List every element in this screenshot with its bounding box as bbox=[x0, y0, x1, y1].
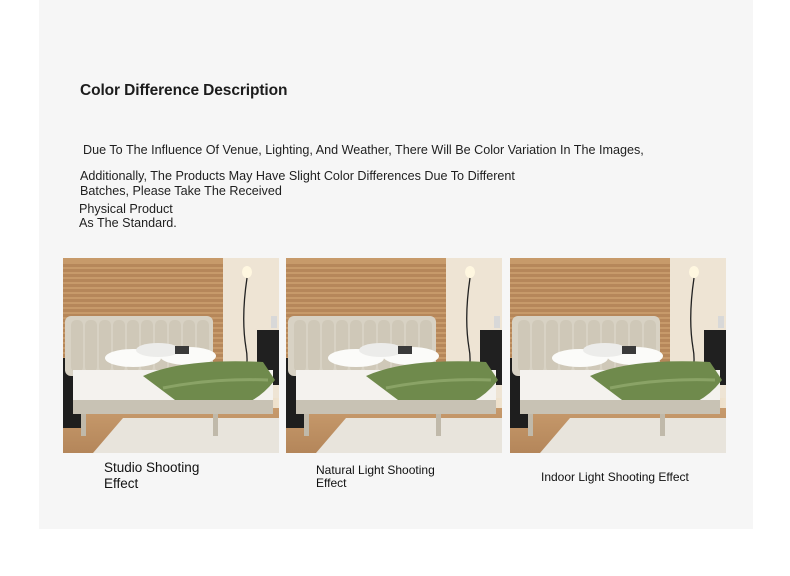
bed-photo-icon bbox=[510, 258, 726, 453]
caption-line: Studio Shooting bbox=[104, 460, 200, 475]
caption-line: Natural Light Shooting bbox=[316, 463, 435, 477]
bed-photo-icon bbox=[63, 258, 279, 453]
caption-line: Indoor Light Shooting Effect bbox=[541, 470, 689, 484]
section-title: Color Difference Description bbox=[80, 82, 288, 99]
description-line: Batches, Please Take The Received bbox=[80, 184, 282, 198]
indoor-light-caption bbox=[541, 470, 689, 484]
description-line: Additionally, The Products May Have Slight Color Differences Due To Different bbox=[80, 169, 515, 183]
natural-light-caption bbox=[316, 464, 435, 490]
description-line: Physical Product bbox=[79, 202, 173, 216]
bed-photo-icon bbox=[286, 258, 502, 453]
natural-light-photo bbox=[286, 258, 502, 453]
description-line: Due To The Influence Of Venue, Lighting, And Weather, There Will Be Color Variation In The Images, bbox=[83, 143, 644, 157]
color-difference-panel bbox=[39, 0, 753, 529]
description-line: As The Standard. bbox=[79, 216, 177, 230]
studio-shooting-photo bbox=[63, 258, 279, 453]
caption-line: Effect bbox=[104, 476, 139, 491]
studio-shooting-caption bbox=[104, 460, 199, 492]
indoor-light-photo bbox=[510, 258, 726, 453]
caption-line: Effect bbox=[316, 476, 347, 490]
